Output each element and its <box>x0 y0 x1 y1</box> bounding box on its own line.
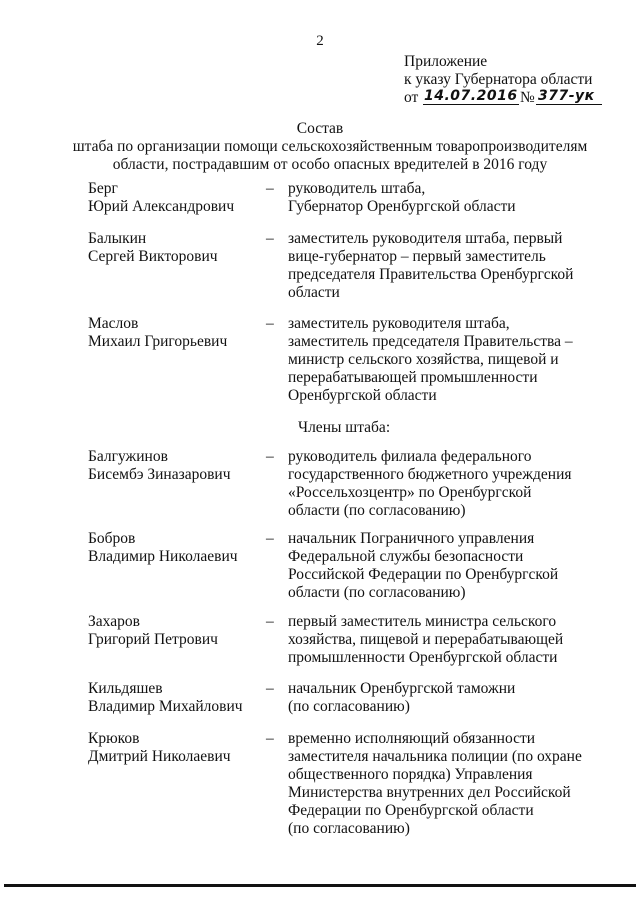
given-names: Сергей Викторович <box>88 248 218 265</box>
position-description <box>288 230 588 302</box>
position-description <box>288 180 588 216</box>
surname: Крюков <box>88 730 140 747</box>
appendix-block <box>404 53 634 107</box>
document-title: Состав <box>296 120 344 137</box>
dash-separator: – <box>266 180 274 197</box>
dash-separator: – <box>266 448 274 465</box>
surname: Маслов <box>88 315 139 332</box>
role-line: вице-губернатор – первый заместитель <box>288 248 546 265</box>
role-line: Оренбургской области <box>288 387 437 404</box>
dash-separator: – <box>266 613 274 630</box>
dash-separator: – <box>266 315 274 332</box>
dash-separator: – <box>266 230 274 247</box>
person-name <box>88 680 258 716</box>
page-bottom-border <box>4 884 636 887</box>
appendix-label: Приложение <box>404 53 488 70</box>
role-line: хозяйства, пищевой и перерабатывающей <box>288 631 564 648</box>
role-line: общественного порядка) Управления <box>288 766 533 783</box>
role-line: промышленности Оренбургской области <box>288 649 558 666</box>
number-sign: № <box>520 89 535 106</box>
surname: Бобров <box>88 530 136 547</box>
role-line: министр сельского хозяйства, пищевой и <box>288 351 559 368</box>
role-line: Министерства внутренних дел Российской <box>288 784 571 801</box>
surname: Балыкин <box>88 230 147 247</box>
surname: Берг <box>88 180 118 197</box>
role-line: Федерации по Оренбургской области <box>288 802 534 819</box>
appendix-from-prefix: от <box>404 89 419 106</box>
role-line: «Россельхозцентр» по Оренбургской <box>288 484 532 501</box>
given-names: Григорий Петрович <box>88 631 218 648</box>
role-line: руководитель филиала федерального <box>288 448 532 465</box>
person-name <box>88 230 258 266</box>
person-name <box>88 315 258 351</box>
role-line: Губернатор Оренбургской области <box>288 198 516 215</box>
person-name <box>88 180 258 216</box>
dash-separator: – <box>266 730 274 747</box>
page-number: 2 <box>316 33 324 49</box>
role-line: области (по согласованию) <box>288 502 466 519</box>
role-line: начальник Пограничного управления <box>288 530 535 547</box>
surname: Балгужинов <box>88 448 168 465</box>
given-names: Владимир Николаевич <box>88 548 238 565</box>
role-line: области <box>288 284 340 301</box>
position-description <box>288 613 588 667</box>
role-line: Федеральной службы безопасности <box>288 548 524 565</box>
subtitle-line: области, пострадавшим от особо опасных вредителей в 2016 году <box>112 156 548 173</box>
given-names: Михаил Григорьевич <box>88 333 228 350</box>
appendix-decree-ref: к указу Губернатора области <box>404 71 593 88</box>
role-line: заместитель руководителя штаба, первый <box>288 230 563 247</box>
role-line: заместителя начальника полиции (по охране <box>288 748 582 765</box>
role-line: Российской Федерации по Оренбургской <box>288 566 559 583</box>
appendix-date-number <box>404 89 634 107</box>
handwritten-number: 377-ук <box>538 88 595 104</box>
person-name <box>88 730 258 766</box>
position-description <box>288 448 588 520</box>
role-line: заместитель руководителя штаба, <box>288 315 510 332</box>
person-name <box>88 530 258 566</box>
role-line: заместитель председателя Правительства – <box>288 333 573 350</box>
role-line: государственного бюджетного учреждения <box>288 466 572 483</box>
role-line: перерабатывающей промышленности <box>288 369 538 386</box>
document-subtitle <box>20 138 640 174</box>
subtitle-line: штаба по организации помощи сельскохозяйственным товаропроизводителям <box>72 138 588 155</box>
role-line: временно исполняющий обязанности <box>288 730 536 747</box>
surname: Кильдяшев <box>88 680 163 697</box>
dash-separator: – <box>266 680 274 697</box>
handwritten-date: 14.07.2016 <box>424 88 518 104</box>
given-names: Владимир Михайлович <box>88 698 243 715</box>
person-name <box>88 448 258 484</box>
surname: Захаров <box>88 613 140 630</box>
role-line: руководитель штаба, <box>288 180 426 197</box>
role-line: председателя Правительства Оренбургской <box>288 266 574 283</box>
position-description <box>288 730 588 838</box>
position-description <box>288 680 588 716</box>
role-line: (по согласованию) <box>288 698 410 715</box>
given-names: Дмитрий Николаевич <box>88 748 231 765</box>
role-line: области (по согласованию) <box>288 584 466 601</box>
role-line: (по согласованию) <box>288 820 410 837</box>
given-names: Юрий Александрович <box>88 198 235 215</box>
given-names: Бисембэ Зиназарович <box>88 466 231 483</box>
members-heading: Члены штаба: <box>298 419 391 436</box>
person-name <box>88 613 258 649</box>
role-line: первый заместитель министра сельского <box>288 613 557 630</box>
position-description <box>288 315 588 405</box>
position-description <box>288 530 588 602</box>
dash-separator: – <box>266 530 274 547</box>
role-line: начальник Оренбургской таможни <box>288 680 516 697</box>
